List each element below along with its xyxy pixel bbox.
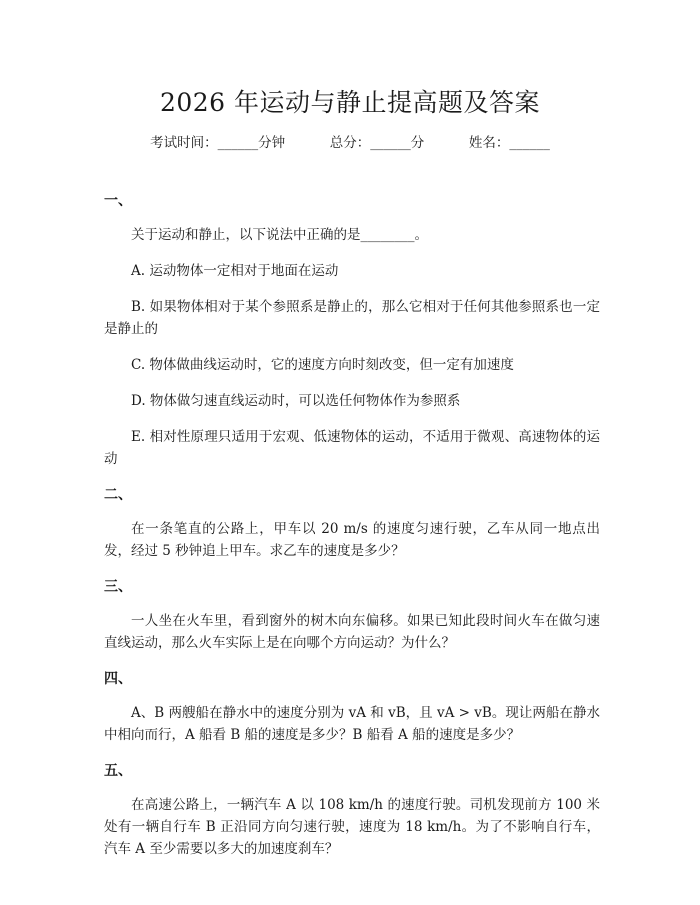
score-blank: ______ [370, 135, 411, 151]
question-3 [104, 576, 600, 654]
option-a: A. 运动物体一定相对于地面在运动 [131, 263, 339, 279]
question-5 [104, 760, 600, 860]
question-stem: 一人坐在火车里，看到窗外的树木向东偏移。如果已知此段时间火车在做匀速直线运动，那么火车实际上是在向哪个方向运动？为什么？ [104, 613, 600, 651]
question-number: 五、 [104, 763, 132, 779]
score-label: 总分： [329, 135, 371, 151]
question-number: 一、 [104, 193, 132, 209]
question-number: 二、 [104, 487, 132, 503]
name-blank: ______ [509, 135, 550, 151]
page-title: 2026 年运动与静止提高题及答案 [159, 88, 541, 117]
question-stem: A、B 两艘船在静水中的速度分别为 vA 和 vB，且 vA > vB。现让两船在静水中相向而行，A 船看 B 船的速度是多少？B 船看 A 船的速度是多少？ [104, 705, 600, 743]
question-1 [104, 190, 600, 470]
time-blank: ______ [217, 135, 259, 151]
name-label: 姓名： [468, 135, 510, 151]
question-stem: 在一条笔直的公路上，甲车以 20 m/s 的速度匀速行驶，乙车从同一地点出发，经过 5 秒钟追上甲车。求乙车的速度是多少？ [104, 521, 600, 559]
question-stem: 在高速公路上，一辆汽车 A 以 108 km/h 的速度行驶。司机发现前方 100 米处有一辆自行车 B 正沿同方向匀速行驶，速度为 18 km/h。为了不影响自行车，汽车 A 至少需要以多大的加速度刹车？ [104, 797, 600, 857]
time-unit: 分钟 [258, 135, 286, 151]
option-b: B. 如果物体相对于某个参照系是静止的，那么它相对于任何其他参照系也一定是静止的 [104, 299, 600, 337]
option-e: E. 相对性原理只适用于宏观、低速物体的运动，不适用于微观、高速物体的运动 [104, 429, 600, 467]
question-number: 四、 [104, 671, 132, 687]
question-2 [104, 484, 600, 562]
question-stem: 关于运动和静止，以下说法中正确的是________。 [131, 227, 428, 243]
time-label: 考试时间： [150, 135, 218, 151]
questions [104, 190, 600, 874]
option-c: C. 物体做曲线运动时，它的速度方向时刻改变，但一定有加速度 [131, 357, 514, 373]
score-unit: 分 [410, 135, 425, 151]
option-d: D. 物体做匀速直线运动时，可以选任何物体作为参照系 [131, 393, 461, 409]
exam-info-line [0, 131, 700, 151]
question-number: 三、 [104, 579, 132, 595]
question-4 [104, 668, 600, 746]
